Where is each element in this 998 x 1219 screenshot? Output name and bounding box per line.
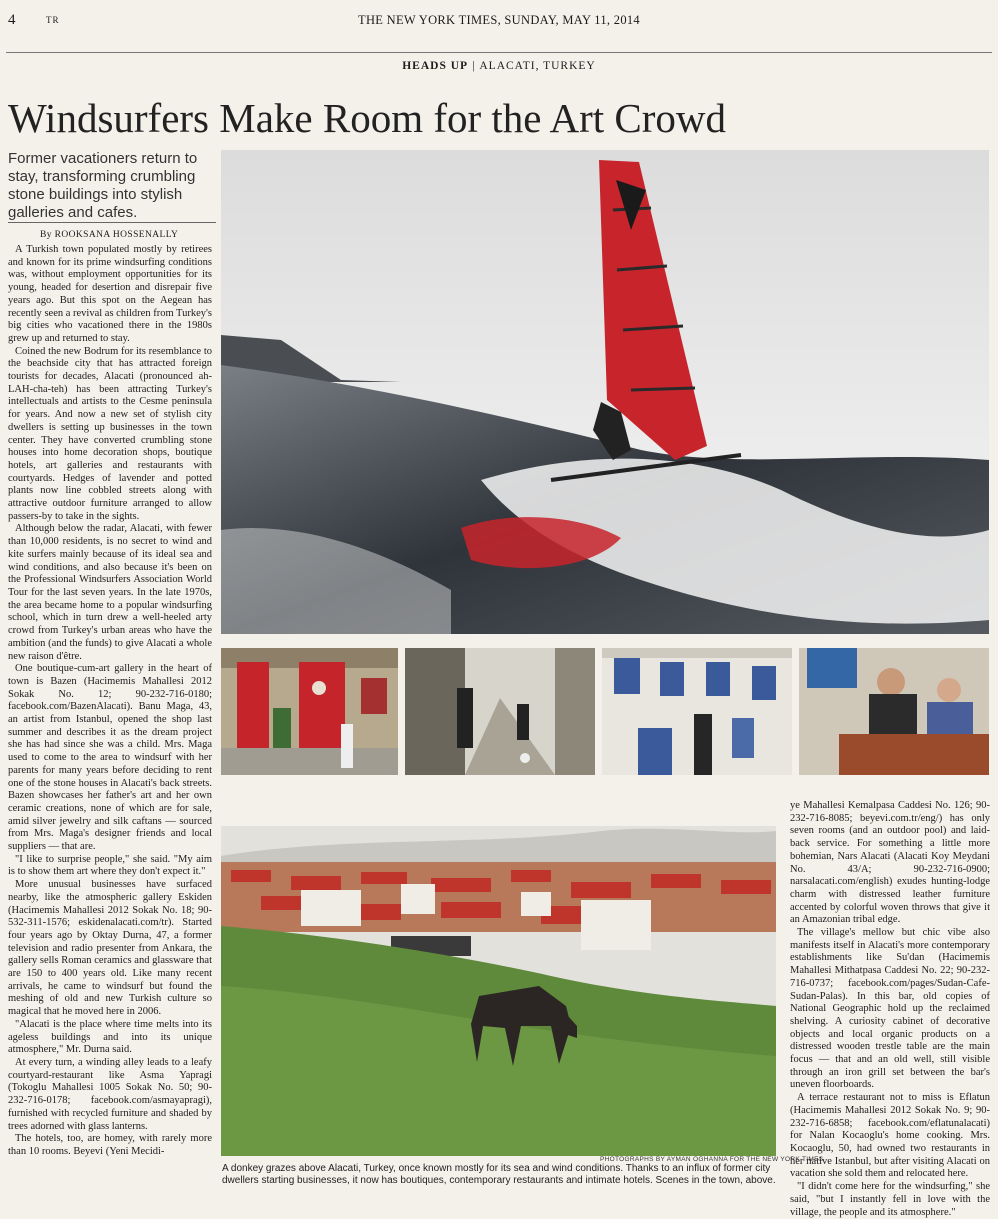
headline: Windsurfers Make Room for the Art Crowd	[8, 95, 727, 141]
paragraph: One boutique-cum-art gallery in the heart of town is Bazen (Hacimemis Mahallesi 2012 Sokak No. 12; 90-232-716-0180; facebook.com/BazenAlacati). Banu Maga, 43, an artist from Istanbul, opened the shop last summer and describes it as the dream project she has had since she was a child. Mrs. Maga used to come to the area to windsurf with her parents for many years before deciding to rent one of the stone houses in Alacati's back streets. Bazen showcases her father's art and her own ceramic creations, none of which are for sale, amid silver jewelry and silk caftans — sourced from Mrs. Maga's designer friends and local suppliers — that are.	[8, 663, 212, 853]
windsurfer-photo	[221, 150, 989, 634]
paragraph: "Alacati is the place where time melts into its ageless buildings and into its unique atmosphere," Mr. Durna said.	[8, 1018, 212, 1056]
paragraph: Although below the radar, Alacati, with fewer than 10,000 residents, is no secret to wind and kite surfers mainly because of its ideal sea and wind conditions, and also because it's been on the Professional Windsurfers Association World Tour for the last seven years. In the late 1970s, the area became home to a popular windsurfing school, which in turn drew a well-heeled arty crowd from Turkey's urban areas who have the ambition (and the funds) to give Alacati a whole new raison d'être.	[8, 523, 212, 662]
alley-people-photo	[405, 648, 595, 775]
article-column-1	[8, 244, 212, 1188]
paragraph: The hotels, too, are homey, with rarely more than 10 rooms. Beyevi (Yeni Mecidi-	[8, 1133, 212, 1157]
paragraph: "I didn't come here for the windsurfing," she said, "but I instantly fell in love with the village, the people and its atmosphere."	[790, 1181, 990, 1218]
section-separator: |	[472, 60, 476, 72]
stone-house-red-doors-photo	[221, 648, 398, 775]
paragraph: "I like to surprise people," she said. "My aim is to show them art where they don't expect it."	[8, 853, 212, 878]
paragraph: At every turn, a winding alley leads to a leafy courtyard-restaurant like Asma Yapragi (Tokoglu Mahallesi 1005 Sokak No. 50; 90-232-716-0178; facebook.com/asmayapragi), furnished with recycled furniture and shaded by trees adorned with glass lanterns.	[8, 1057, 212, 1132]
byline: By ROOKSANA HOSSENALLY	[40, 230, 179, 240]
page-number: 4	[8, 12, 16, 28]
paragraph: More unusual businesses have surfaced nearby, like the atmospheric gallery Eskiden (Hacimemis Mahallesi 2012 Sokak No. 18; 90-532-311-1576; eskidenalacati.com/tr). Started four years ago by Oktay Durna, 47, a former television and radio presenter from Ankara, the gallery sells Roman ceramics and glassware that are 150 to 400 years old. Like many recent arrivals, he came to windsurf but found the meshing of old and new Turkish culture so magical that he moved here in 2006.	[8, 879, 212, 1018]
deck: Former vacationers return to stay, transforming crumbling stone buildings into stylish galleries and cafes.	[8, 150, 198, 221]
byline-rule	[8, 222, 216, 223]
masthead: THE NEW YORK TIMES, SUNDAY, MAY 11, 2014	[358, 13, 640, 27]
paragraph: ye Mahallesi Kemalpasa Caddesi No. 126; 90-232-716-8085; beyevi.com.tr/eng/) has only seven rooms (and an outdoor pool) and laid-back service. For something a little more bohemian, Nars Alacati (Alacati Koy Meydani No. 43/A; 90-232-716-0900; narsalacati.com/english) exudes hunting-lodge charm with distressed leather furniture accented by colorful woven throws that give it an Amazonian tribal edge.	[790, 800, 990, 926]
paragraph: The village's mellow but chic vibe also manifests itself in Alacati's more contemporary establishments like Su'dan (Hacimemis Mahallesi Mithatpasa Caddesi No. 22; 90-232-716-0737; facebook.com/pages/Sudan-Cafe-Sudan-Palas). In this bar, old copies of National Geographic hold up the reclaimed shelving. A curiosity cabinet of decorative objects and local organic products on a distressed wooden trestle table are the main focus — that and an old well, still visible through an iron grill set between the bar's uneven floorboards.	[790, 927, 990, 1091]
article-column-2	[790, 800, 990, 1218]
section-location: ALACATI, TURKEY	[479, 60, 596, 72]
section-line	[0, 60, 998, 72]
header-rule	[6, 52, 992, 53]
paragraph: A Turkish town populated mostly by retirees and known for its prime windsurfing conditions was, without employment opportunities for its young, headed for desertion and disrepair five years ago. But this spot on the Aegean has recently seen a revival as children from Turkey's big cities who vacationed there in the 1980s grew up and returned to stay.	[8, 244, 212, 344]
photo-credit: PHOTOGRAPHS BY AYMAN OGHANNA FOR THE NEW YORK TIMES	[600, 1156, 824, 1163]
blue-shutters-house-photo	[602, 648, 792, 775]
paragraph: A terrace restaurant not to miss is Eflatun (Hacimemis Mahallesi 2012 Sokak No. 9; 90-232-716-6858; facebook.com/eflatunalacati) for Nalan Kocaoglu's home cooking. Mrs. Kocaoglu, 50, had owned two restaurants in her native Istanbul, but after visiting Alacati on vacation she sold them and relocated here.	[790, 1092, 990, 1180]
men-at-table-photo	[799, 648, 989, 775]
section-code: TR	[46, 15, 60, 25]
photo-caption: A donkey grazes above Alacati, Turkey, once known mostly for its sea and wind conditions. Thanks to an influx of former city dwellers starting businesses, it now has boutiques, contemporary restaurants and intimate hotels. Scenes in the town, above.	[222, 1163, 776, 1186]
paragraph: Coined the new Bodrum for its resemblance to the beachside city that has attracted foreign tourists for decades, Alacati (pronounced ah-LAH-cha-teh) has been attracting Turkey's intellectuals and artists to the Cesme peninsula for years. And now a new set of stylish city dwellers is setting up businesses in the town center. They have converted crumbling stone houses into home decoration shops, boutique hotels, art galleries and restaurants with courtyards. Hedges of lavender and potted plants now line cobbled streets along with attractive outdoor furniture arranged to allow passers-by to take in the sights.	[8, 345, 212, 522]
section-kicker: HEADS UP	[402, 60, 469, 72]
town-panorama-donkey-photo	[221, 826, 776, 1156]
